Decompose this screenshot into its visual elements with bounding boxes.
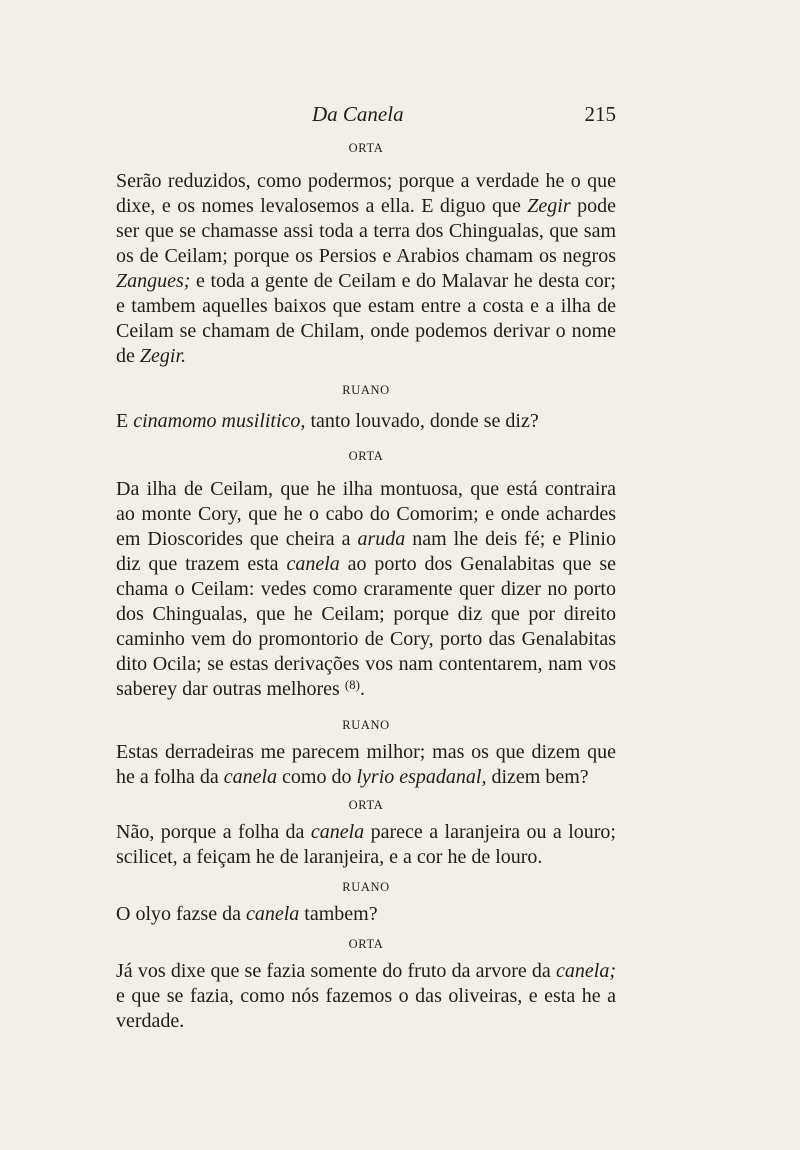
- speech-paragraph: [116, 169, 616, 369]
- speech-text: Não, porque a folha da: [116, 821, 311, 843]
- speech-paragraph: [116, 740, 616, 790]
- speaker-label: RUANO: [342, 880, 390, 894]
- italic-term: Zangues;: [116, 270, 191, 292]
- speech-text: dizem bem?: [486, 766, 589, 788]
- speech-text: e que se fazia, como nós fazemos o das oliveiras, e esta he a verdade.: [116, 985, 616, 1032]
- speech-text: ao porto dos Genalabitas que se chama o Ceilam: vedes como craramente quer dizer no porto dos Chingualas, que he Ceilam; porque diz que por direito caminho vem do promontorio de Cory, porto das Genalabitas dito Ocila; se estas derivações vos nam contentarem, nam vos saberey dar outras melhores: [116, 553, 616, 700]
- speech-text: Já vos dixe que se fazia somente do fruto da arvore da: [116, 960, 557, 982]
- footnote-ref: (8): [344, 677, 360, 692]
- speech-text: tanto louvado, donde se diz?: [305, 410, 539, 432]
- italic-term: canela: [245, 903, 300, 925]
- italic-term: canela: [286, 553, 340, 575]
- speech-text: Serão reduzidos, como podermos; porque a verdade he o que dixe, e os nomes levalosemos a ella. E diguo que: [116, 170, 616, 217]
- speaker-label: RUANO: [342, 383, 390, 397]
- italic-term: aruda: [357, 528, 406, 550]
- speech-text: nam lhe deis fé; e Plinio diz que trazem esta: [116, 528, 616, 575]
- speech-text: e toda a gente de Ceilam e do Malavar he desta cor; e tambem aquelles baixos que estam entre a costa e a ilha de Ceilam se chamam de Chilam, onde podemos derivar o nome de: [116, 270, 616, 367]
- italic-term: Zegir: [527, 195, 571, 217]
- running-header: [116, 100, 616, 130]
- speech-text: tambem?: [299, 903, 378, 925]
- speech-text: Estas derradeiras me parecem milhor; mas os que dizem que he a folha da: [116, 741, 616, 788]
- speech-paragraph: [116, 959, 616, 1034]
- speaker-label: ORTA: [348, 141, 384, 155]
- speech-text: parece a laranjeira ou a louro; scilicet, a feiçam he de laranjeira, e a cor he de louro.: [116, 821, 616, 868]
- speech-paragraph: [116, 902, 616, 927]
- speaker-label: ORTA: [348, 798, 384, 812]
- italic-term: canela: [223, 766, 278, 788]
- speaker-label: ORTA: [348, 937, 384, 951]
- speech-paragraph: [116, 409, 616, 434]
- speaker-label: RUANO: [342, 718, 390, 732]
- italic-term: Zegir.: [139, 345, 187, 367]
- speech-text: como do: [277, 766, 357, 788]
- speech-text: O olyo fazse da: [116, 903, 246, 925]
- speech-text: .: [359, 678, 365, 700]
- dialogue-text: [116, 139, 616, 1034]
- italic-term: canela;: [556, 960, 616, 982]
- speaker-label: ORTA: [348, 449, 384, 463]
- italic-term: canela: [310, 821, 365, 843]
- speech-text: Da ilha de Ceilam, que he ilha montuosa, que está contraira ao monte Cory, que he o cabo do Comorim; e onde achardes em Dioscorides que cheira a: [116, 478, 616, 550]
- running-title: Da Canela: [312, 102, 404, 126]
- speech-paragraph: [116, 820, 616, 870]
- speech-paragraph: [116, 477, 616, 702]
- italic-term: cinamomo musilitico,: [133, 410, 306, 432]
- speech-text: E: [116, 410, 134, 432]
- speech-text: pode ser que se chamasse assi toda a terra dos Chingualas, que sam os de Ceilam; porque os Persios e Arabios chamam os negros: [116, 195, 616, 267]
- page-number: 215: [584, 102, 616, 126]
- italic-term: lyrio espadanal,: [356, 766, 487, 788]
